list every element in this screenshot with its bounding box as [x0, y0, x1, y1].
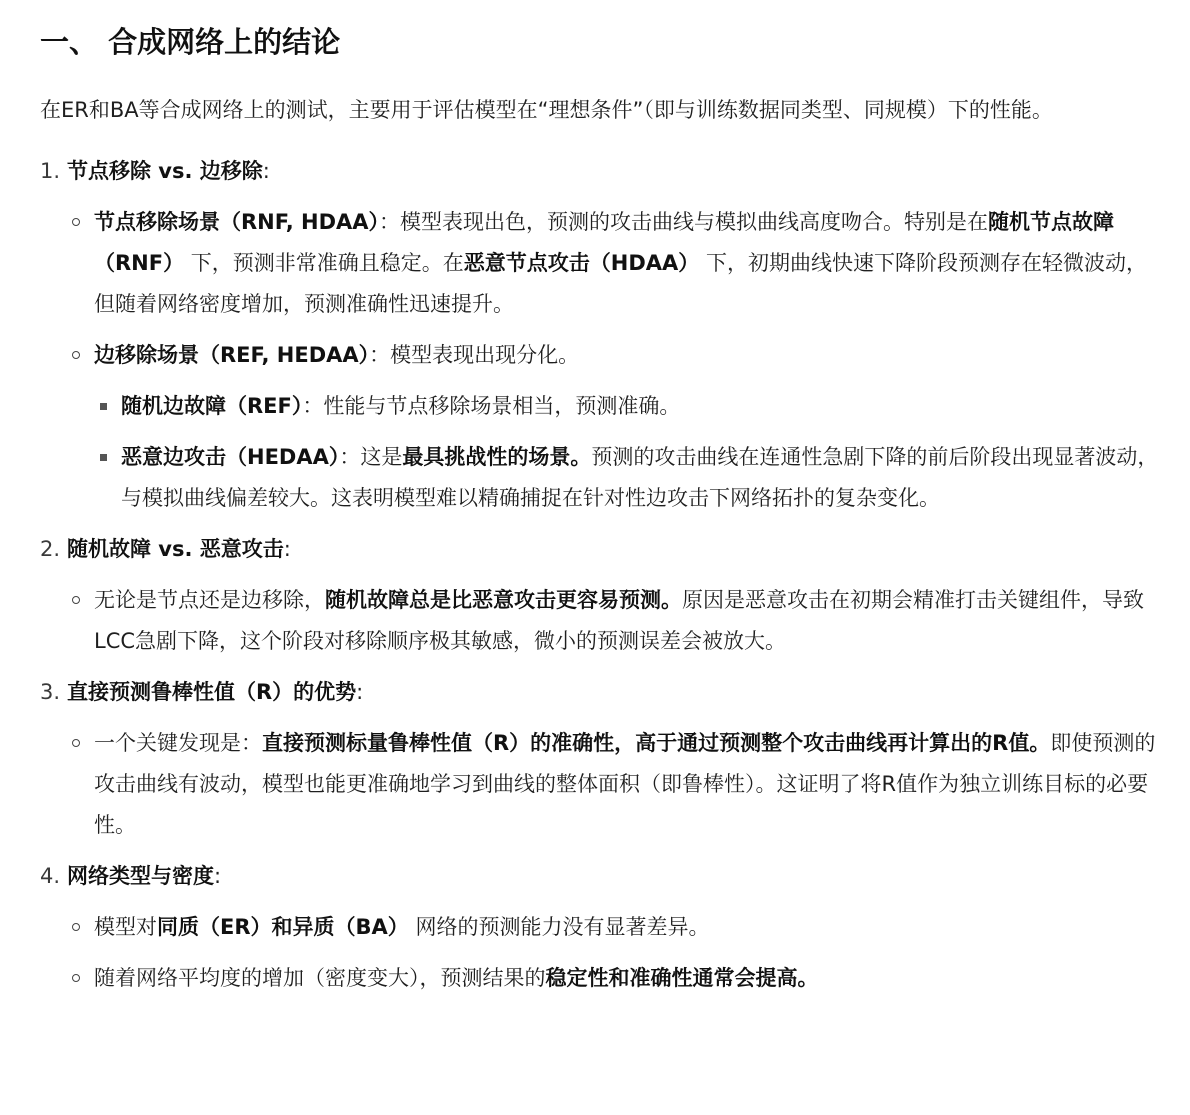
- sub-item-bold: 随机故障总是比恶意攻击更容易预测。: [325, 588, 682, 612]
- circle-bullet-icon: [72, 974, 80, 982]
- sub-list: [67, 723, 1162, 846]
- section-heading: 一、 合成网络上的结论: [40, 25, 341, 59]
- subsub-item-bold: 最具挑战性的场景。: [402, 445, 592, 469]
- sub-list-item: [67, 580, 1162, 662]
- sub-item-text: ：模型表现出色，预测的攻击曲线与模拟曲线高度吻合。特别是在: [379, 210, 989, 234]
- sub-item-label: 边移除场景（REF, HEDAA）: [94, 343, 370, 367]
- subsub-item-label: 随机边故障（REF）: [121, 394, 303, 418]
- sub-item-label: 节点移除场景（RNF, HDAA）: [94, 210, 380, 234]
- sub-list-item: [67, 335, 1162, 519]
- item-number: 4.: [40, 864, 61, 888]
- sub-list-item: [67, 202, 1162, 325]
- sub-item-text: 即使预测的攻击曲线有波动，模型也能更准确地学习到曲线的整体面积（即鲁棒性）。这证明了将R值作为独立训练目标的必要性。: [94, 731, 1156, 837]
- item-number: 2.: [40, 537, 61, 561]
- sub-item-text: 模型对: [94, 915, 157, 939]
- conclusion-list: [40, 151, 1162, 999]
- list-item: [40, 529, 1162, 662]
- sub-item-bold: 恶意节点攻击（HDAA）: [463, 251, 700, 275]
- circle-bullet-icon: [72, 923, 80, 931]
- item-colon: :: [262, 159, 270, 183]
- circle-bullet-icon: [72, 596, 80, 604]
- sub-item-text: 网络的预测能力没有显著差异。: [415, 915, 710, 939]
- sub-item-text: 随着网络平均度的增加（密度变大），预测结果的: [94, 966, 546, 990]
- subsub-list-item: [94, 437, 1162, 519]
- subsub-list: [94, 386, 1162, 519]
- item-title: 网络类型与密度: [67, 864, 214, 888]
- subsub-item-text: ：性能与节点移除场景相当，预测准确。: [302, 394, 681, 418]
- item-colon: :: [356, 680, 364, 704]
- sub-item-text: 下，初期曲线快速下降阶段预测存在轻微波动，但随着网络密度增加，预测准确性迅速提升。: [94, 251, 1147, 316]
- sub-item-bold: 随机节点故障（RNF）: [94, 210, 1115, 275]
- subsub-item-text: 预测的攻击曲线在连通性急剧下降的前后阶段出现显著波动，与模拟曲线偏差较大。这表明模型难以精确捕捉在针对性边攻击下网络拓扑的复杂变化。: [121, 445, 1159, 510]
- square-bullet-icon: [100, 454, 107, 461]
- subsub-item-label: 恶意边攻击（HEDAA）: [121, 445, 340, 469]
- item-colon: :: [214, 864, 222, 888]
- item-number: 3.: [40, 680, 61, 704]
- sub-list-item: [67, 907, 1162, 948]
- intro-paragraph: 在ER和BA等合成网络上的测试，主要用于评估模型在“理想条件”（即与训练数据同类型、同规模）下的性能。: [40, 98, 1053, 122]
- sub-item-text: ：模型表现出现分化。: [369, 343, 580, 367]
- item-title: 直接预测鲁棒性值（R）的优势: [67, 680, 357, 704]
- subsub-item-text: ：这是: [339, 445, 403, 469]
- sub-item-text: 无论是节点还是边移除，: [94, 588, 325, 612]
- list-item: [40, 856, 1162, 999]
- sub-item-text: 一个关键发现是：: [94, 731, 262, 755]
- sub-item-text: 下，预测非常准确且稳定。在: [190, 251, 464, 275]
- item-title: 节点移除 vs. 边移除: [67, 159, 263, 183]
- square-bullet-icon: [100, 403, 107, 410]
- sub-list-item: [67, 723, 1162, 846]
- sub-list: [67, 202, 1162, 519]
- subsub-list-item: [94, 386, 1162, 427]
- sub-list-item: [67, 958, 1162, 999]
- sub-item-bold: 稳定性和准确性通常会提高。: [545, 966, 819, 990]
- sub-list: [67, 580, 1162, 662]
- sub-item-text: 原因是恶意攻击在初期会精准打击关键组件，导致LCC急剧下降，这个阶段对移除顺序极其敏感，微小的预测误差会被放大。: [94, 588, 1144, 653]
- list-item: [40, 151, 1162, 519]
- item-title: 随机故障 vs. 恶意攻击: [67, 537, 284, 561]
- circle-bullet-icon: [72, 739, 80, 747]
- item-colon: :: [283, 537, 291, 561]
- sub-list: [67, 907, 1162, 999]
- circle-bullet-icon: [72, 351, 80, 359]
- sub-item-bold: 同质（ER）和异质（BA）: [157, 915, 409, 939]
- circle-bullet-icon: [72, 218, 80, 226]
- sub-item-bold: 直接预测标量鲁棒性值（R）的准确性，高于通过预测整个攻击曲线再计算出的R值。: [262, 731, 1051, 755]
- item-number: 1.: [40, 159, 61, 183]
- list-item: [40, 672, 1162, 846]
